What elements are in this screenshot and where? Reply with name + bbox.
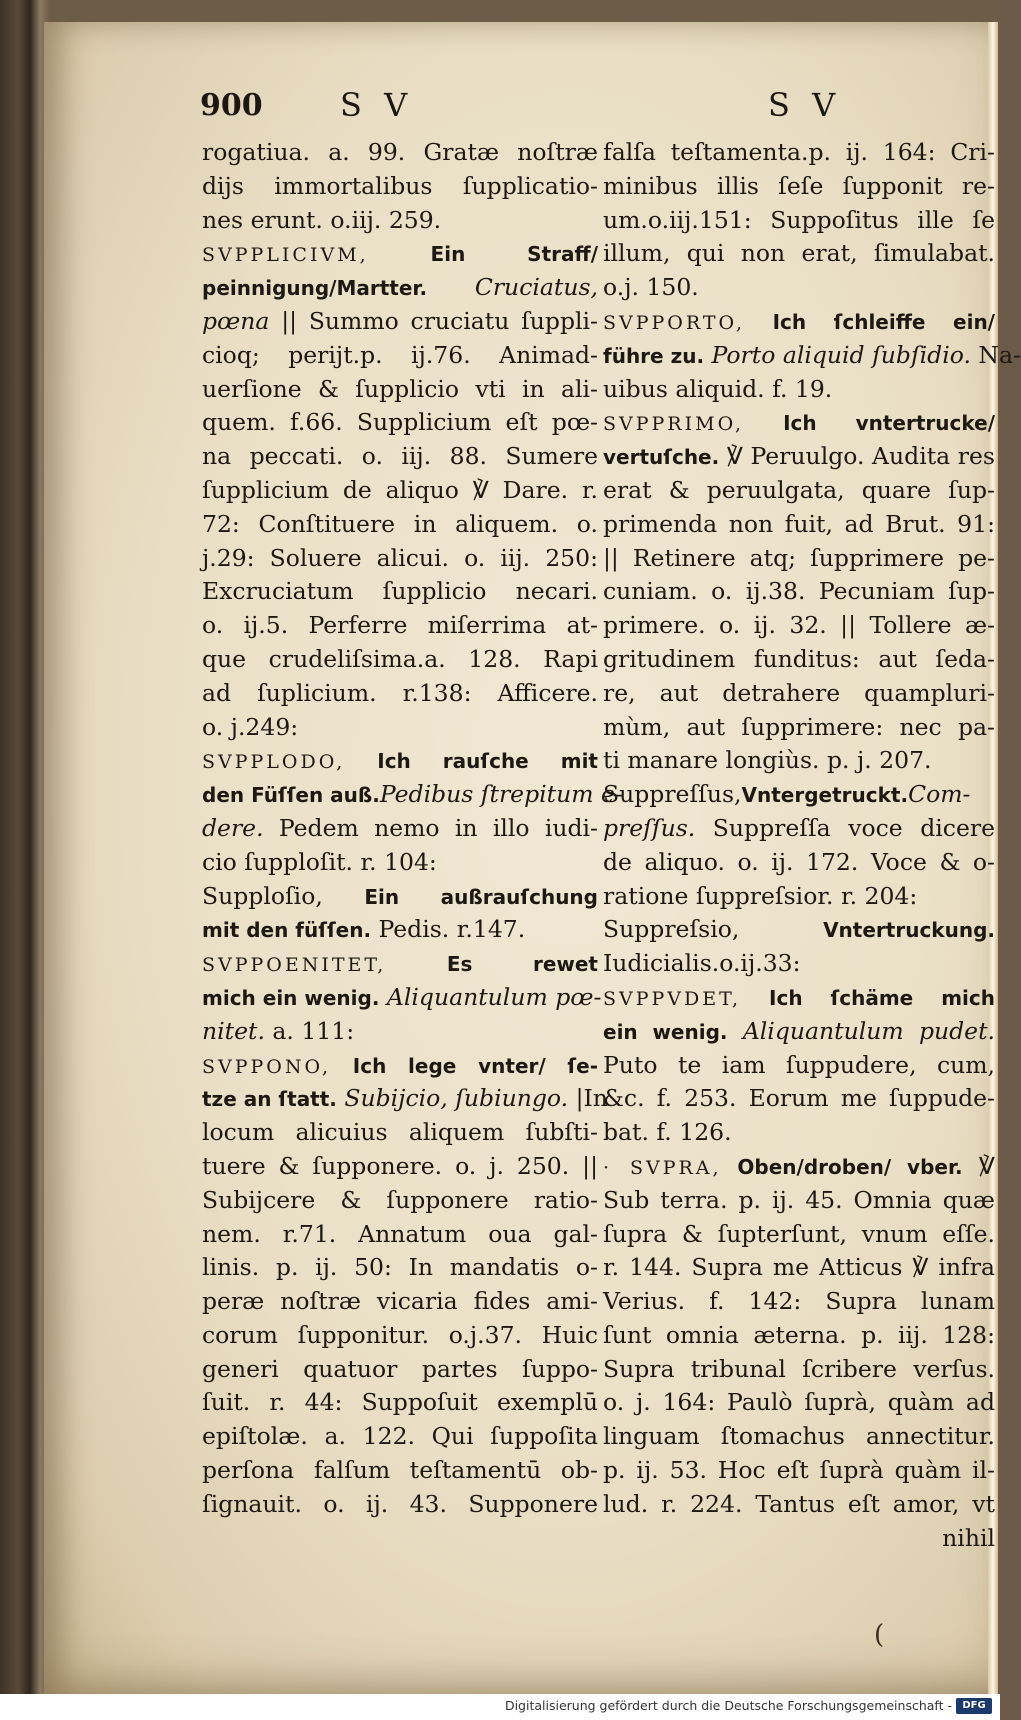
text-run: Excruciatum ſupplicio necari. — [202, 577, 598, 606]
headword: SVPPOENITET, — [202, 954, 387, 977]
text-line — [202, 1218, 598, 1252]
footer-credit: Digitalisierung gefördert durch die Deutsche Forschungsgemeinschaft - — [504, 1698, 952, 1713]
text-line — [603, 373, 995, 407]
text-run: Supploſio, — [202, 881, 323, 910]
text-run: Subijcere & ſupponere ratio- — [202, 1185, 598, 1214]
text-run: a. 111: — [264, 1016, 355, 1045]
latin-gloss: nitet. — [202, 1016, 265, 1045]
text-line — [603, 880, 995, 914]
text-run: um.o.iij.151: Suppoſitus ille ſe — [603, 205, 995, 234]
text-line — [603, 339, 1021, 373]
german-gloss: führe zu. — [603, 343, 705, 368]
text-line — [202, 271, 598, 305]
latin-gloss: pœna — [202, 306, 270, 335]
text-run: o. ij.5. Perferre miſerrima at- — [202, 611, 598, 640]
text-line — [202, 947, 598, 981]
german-gloss: vertuſche. — [603, 445, 720, 470]
headword: SVPPLODO, — [202, 751, 346, 774]
text-run: &c. f. 253. Eorum me ſuppude- — [603, 1084, 995, 1113]
text-run: Suppreſſa voce dicere — [695, 813, 995, 842]
latin-gloss: dere. — [202, 813, 264, 842]
text-line — [603, 1116, 995, 1150]
text-run: Supra tribunal ſcribere verſus. — [603, 1354, 995, 1383]
text-line — [603, 1522, 995, 1556]
page-header — [200, 86, 980, 132]
text-run: Na- — [970, 340, 1021, 369]
text-run: Suppreſſus, — [603, 780, 742, 809]
text-run: locum alicuius aliquem ſubſti- — [202, 1118, 598, 1147]
text-run: ℣ Peruulgo. Audita res — [719, 442, 995, 471]
text-line — [202, 812, 598, 846]
text-line — [202, 237, 598, 271]
text-run: Pedem nemo in illo iudi- — [263, 813, 598, 842]
latin-gloss: Aliquantulum pudet. — [727, 1016, 996, 1045]
text-run: dijs immortalibus ſupplicatio- — [202, 171, 598, 200]
text-line — [603, 271, 995, 305]
text-run: 72: Conſtituere in aliquem. o. — [202, 509, 598, 538]
headword: SVPPRIMO, — [603, 413, 745, 436]
german-gloss: Ich vntertrucke/ — [744, 411, 995, 436]
text-line — [603, 1420, 995, 1454]
text-run: ſupra & ſupterſunt, vnum eſſe. — [603, 1219, 995, 1248]
text-run: falſa teſtamenta.p. ij. 164: Cri- — [603, 138, 995, 166]
latin-gloss: preſſus. — [603, 813, 696, 842]
text-line — [202, 711, 598, 745]
latin-gloss: Pedibus ſtrepitum e- — [379, 780, 623, 809]
german-gloss: mit den füſſen. — [202, 918, 372, 943]
headword: SVPPORTO, — [603, 311, 746, 334]
text-run: o. j. 164: Paulò ſuprà, quàm ad — [603, 1388, 995, 1417]
text-line — [202, 846, 598, 880]
text-run: lud. r. 224. Tantus eſt amor, vt — [603, 1489, 995, 1518]
text-line — [202, 1082, 608, 1116]
text-line — [603, 1319, 995, 1353]
text-line — [202, 1386, 598, 1420]
text-line — [202, 1285, 598, 1319]
text-line — [202, 170, 598, 204]
text-line — [603, 440, 995, 474]
text-run: quem. f.66. Supplicium eſt pœ- — [202, 408, 598, 437]
text-line — [202, 542, 598, 576]
latin-gloss: Subijcio, ſubiungo. — [336, 1084, 569, 1113]
text-line — [202, 880, 598, 914]
text-line — [603, 1184, 995, 1218]
german-gloss: mich ein wenig. — [202, 985, 380, 1010]
footer-bar — [0, 1694, 1000, 1720]
german-gloss: Ich lege vnter/ ſe- — [331, 1053, 598, 1078]
text-run: erat & peruulgata, quare ſup- — [603, 475, 995, 504]
text-line — [603, 1049, 995, 1083]
text-line — [603, 575, 995, 609]
german-gloss: Vntergetruckt. — [741, 783, 909, 808]
text-line — [603, 136, 995, 170]
text-line — [603, 1015, 995, 1049]
text-line — [202, 778, 623, 812]
text-run: ad ſuplicium. r.138: Afficere. — [202, 678, 598, 707]
text-run: r. 144. Supra me Atticus ℣ infra — [603, 1253, 995, 1282]
text-run: p. ij. 53. Hoc eſt ſuprà quàm il- — [603, 1456, 995, 1485]
text-line — [202, 474, 598, 508]
text-line — [202, 136, 598, 170]
text-line — [603, 812, 995, 846]
text-line — [202, 1184, 598, 1218]
text-run: ſignauit. o. ij. 43. Supponere — [202, 1489, 598, 1518]
german-gloss: tze an ſtatt. — [202, 1087, 337, 1112]
german-gloss: Ich rauſche mit — [345, 749, 598, 774]
text-line — [202, 609, 598, 643]
text-line — [603, 778, 995, 812]
text-line — [202, 440, 598, 474]
text-line — [202, 981, 602, 1015]
headword: SVPPONO, — [202, 1055, 332, 1078]
text-run: Suppreſsio, — [603, 915, 740, 944]
left-column — [202, 136, 623, 1522]
text-run: j.29: Soluere alicui. o. iij. 250: — [202, 543, 598, 572]
text-run: perſona falſum teſtamentū ob- — [202, 1456, 598, 1485]
text-line — [202, 744, 598, 778]
text-run: ſunt omnia æterna. p. iij. 128: — [603, 1320, 995, 1349]
text-run: minibus illis ſeſe ſupponit re- — [603, 171, 995, 200]
text-run: uibus aliquid. f. 19. — [603, 374, 833, 403]
text-run: na peccati. o. iij. 88. Sumere — [202, 442, 598, 471]
text-line — [202, 1454, 598, 1488]
latin-gloss: Aliquantulum pœ- — [379, 982, 602, 1011]
german-gloss: Oben/droben/ vber. — [721, 1154, 963, 1179]
text-line — [202, 1049, 598, 1083]
text-run: Sub terra. p. ij. 45. Omnia quæ — [603, 1185, 995, 1214]
german-gloss: Ich ſchäme mich — [741, 985, 995, 1010]
text-line — [603, 542, 995, 576]
text-run: cuniam. o. ij.38. Pecuniam ſup- — [603, 577, 995, 606]
text-run: primere. o. ij. 32. || Tollere æ- — [603, 611, 995, 640]
text-line — [202, 1353, 598, 1387]
text-run: o.j. 150. — [603, 273, 699, 302]
text-line — [202, 643, 598, 677]
margin-mark: ( — [874, 1620, 885, 1650]
text-line — [603, 1082, 995, 1116]
text-line — [202, 913, 598, 947]
text-line — [603, 1353, 995, 1387]
text-run: Puto te iam ſuppudere, cum, — [603, 1050, 995, 1079]
text-line — [603, 1251, 995, 1285]
text-run: Pedis. r.147. — [371, 915, 526, 944]
german-gloss: Vntertruckung. — [739, 918, 995, 943]
text-run: Verius. f. 142: Supra lunam — [603, 1287, 995, 1316]
text-run: nes erunt. o.iij. 259. — [202, 205, 442, 234]
text-line — [202, 1488, 598, 1522]
text-run: illum, qui non erat, ſimulabat. — [603, 239, 995, 268]
right-column — [603, 136, 1021, 1555]
text-run: Iudicialis.o.ij.33: — [603, 949, 801, 978]
text-run: de aliquo. o. ij. 172. Voce & o- — [603, 847, 995, 876]
latin-gloss: Com- — [908, 780, 971, 809]
text-run: cio ſupploſit. r. 104: — [202, 847, 437, 876]
text-run: |In — [568, 1084, 608, 1113]
text-run: uerſione & ſupplicio vti in ali- — [202, 374, 598, 403]
text-run: mùm, aut ſupprimere: nec pa- — [603, 712, 995, 741]
text-line — [603, 1454, 995, 1488]
text-run: ratione ſuppreſsior. r. 204: — [603, 881, 918, 910]
text-line — [603, 981, 995, 1015]
text-line — [603, 846, 995, 880]
text-run: tuere & ſupponere. o. j. 250. || — [202, 1151, 598, 1180]
headword: SVPPVDET, — [603, 987, 742, 1010]
text-line — [202, 1015, 598, 1049]
page-number: 900 — [200, 88, 263, 123]
text-line — [603, 237, 995, 271]
text-run: rogatiua. a. 99. Gratæ noſtræ — [202, 138, 598, 166]
text-run: primenda non fuit, ad Brut. 91: — [603, 509, 995, 538]
text-run: ti manare longiùs. p. j. 207. — [603, 746, 932, 775]
text-line — [202, 1319, 598, 1353]
german-gloss: Ein Straff/ — [368, 242, 598, 267]
latin-gloss: Cruciatus, — [427, 273, 598, 302]
text-line — [603, 204, 995, 238]
text-line — [603, 1488, 995, 1522]
german-gloss: ein wenig. — [603, 1019, 728, 1044]
text-line — [603, 913, 995, 947]
text-line — [603, 1386, 995, 1420]
text-run: generi quatuor partes ſuppo- — [202, 1354, 598, 1383]
text-line — [603, 474, 995, 508]
german-gloss: peinnigung/Martter. — [202, 276, 428, 301]
text-run: cioq; perijt.p. ij.76. Animad- — [202, 340, 598, 369]
text-line — [603, 508, 995, 542]
text-line — [202, 339, 598, 373]
latin-gloss: Porto aliquid ſubſidio. — [704, 340, 971, 369]
text-line — [202, 373, 598, 407]
text-line — [603, 947, 995, 981]
german-gloss: Es rewet — [386, 952, 598, 977]
text-run: corum ſupponitur. o.j.37. Huic — [202, 1320, 598, 1349]
text-run: nihil — [942, 1523, 995, 1552]
text-line — [603, 677, 995, 711]
text-line — [603, 1150, 995, 1184]
text-line — [202, 1150, 598, 1184]
text-run: epiſtolæ. a. 122. Qui ſuppoſita — [202, 1422, 598, 1451]
text-run: || Retinere atq; ſupprimere pe- — [603, 543, 995, 572]
text-line — [603, 170, 995, 204]
headword: SVPPLICIVM, — [202, 244, 369, 267]
text-run: que crudeliſsima.a. 128. Rapi — [202, 644, 598, 673]
text-line — [202, 1251, 598, 1285]
text-line — [202, 305, 598, 339]
text-line — [202, 204, 598, 238]
text-line — [202, 1420, 598, 1454]
text-run: ℣ — [962, 1151, 995, 1180]
text-run: linis. p. ij. 50: In mandatis o- — [202, 1253, 598, 1282]
text-run: ſuit. r. 44: Suppoſuit exemplū — [202, 1388, 598, 1417]
text-line — [202, 508, 598, 542]
text-line — [603, 1218, 995, 1252]
text-line — [603, 406, 995, 440]
text-line — [202, 406, 598, 440]
text-line — [603, 609, 995, 643]
text-run: ſupplicium de aliquo ℣ Dare. r. — [202, 475, 598, 504]
text-line — [603, 711, 995, 745]
text-run: linguam ſtomachus annectitur. — [603, 1422, 995, 1451]
german-gloss: den Füſſen auß. — [202, 783, 380, 808]
text-line — [603, 305, 995, 339]
text-run: re, aut detrahere quampluri- — [603, 678, 995, 707]
text-run: peræ noſtræ vicaria fides ami- — [202, 1287, 598, 1316]
german-gloss: Ein außrauſchung — [322, 884, 598, 909]
german-gloss: Ich ſchleiffe ein/ — [745, 309, 995, 334]
text-line — [202, 1116, 598, 1150]
text-run: || Summo cruciatu ſuppli- — [269, 306, 598, 335]
text-run: o. j.249: — [202, 712, 299, 741]
text-line — [603, 1285, 995, 1319]
dfg-logo: DFG — [956, 1698, 992, 1714]
text-line — [202, 677, 598, 711]
text-run: nem. r.71. Annatum oua gal- — [202, 1219, 598, 1248]
text-line — [603, 744, 995, 778]
text-line — [603, 643, 995, 677]
text-run: bat. f. 126. — [603, 1118, 732, 1147]
text-line — [202, 575, 598, 609]
text-run: gritudinem funditus: aut ſeda- — [603, 644, 995, 673]
running-head-left: S V — [340, 86, 414, 124]
running-head-right: S V — [768, 86, 842, 124]
headword: · SVPRA, — [603, 1156, 722, 1179]
